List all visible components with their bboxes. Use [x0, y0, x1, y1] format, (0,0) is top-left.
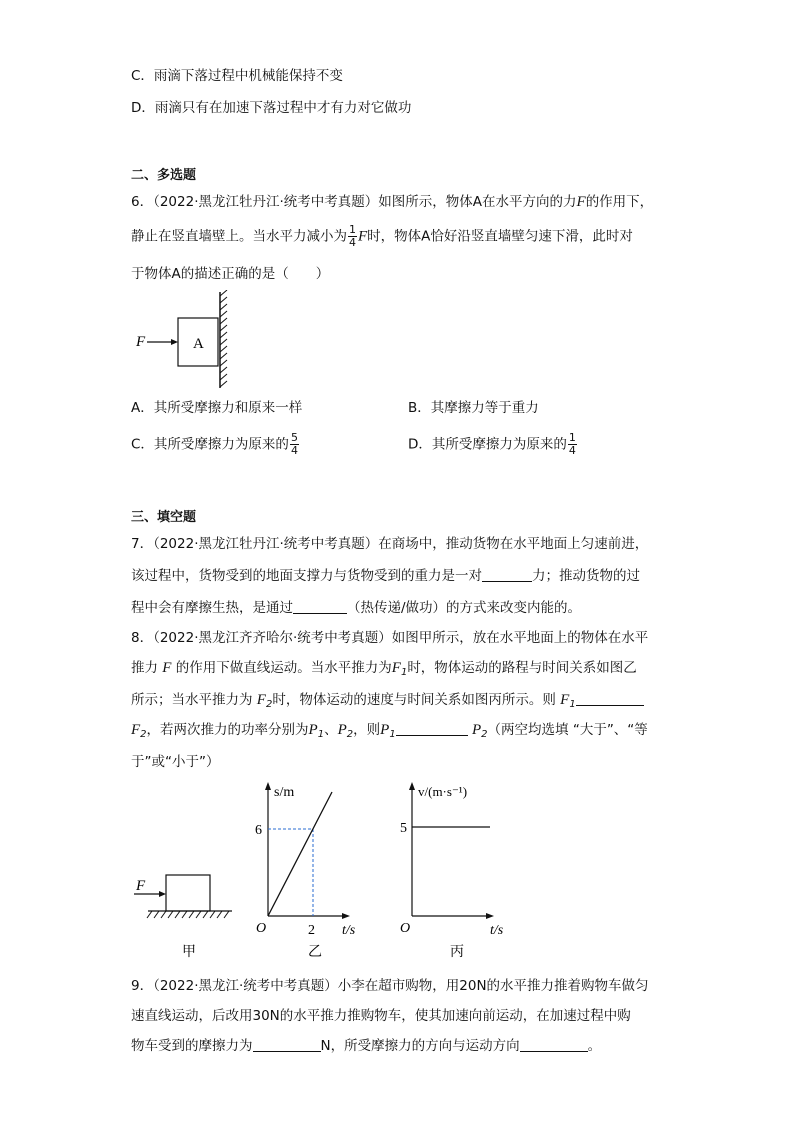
q8-jia-force-label: F [136, 878, 146, 894]
q8-jia-arrowhead [159, 891, 166, 897]
q5-option-c: C．雨滴下落过程中机械能保持不变 [131, 68, 343, 84]
q6-fig-wall-hatching [220, 290, 227, 387]
q8-bing-y-tick: 5 [400, 821, 407, 836]
q6-option-c: C．其所受摩擦力为原来的 $\frac{5}{4}$ [131, 431, 298, 457]
q9-line-1: 9．（2022·黑龙江·统考中考真题）小李在超市购物，用20N的水平推力推着购物车做匀 [131, 978, 649, 994]
q6-line-3: 于物体A的描述正确的是（ ） [131, 266, 330, 282]
q8-fig-bing [400, 782, 504, 960]
q8-blank-2[interactable] [396, 721, 468, 736]
q8-bing-origin: O [400, 921, 411, 936]
q6-figure-block-wall [128, 290, 248, 390]
q6-line-1: 6．（2022·黑龙江牡丹江·统考中考真题）如图所示，物体A在水平方向的力F的作用下， [131, 194, 654, 210]
q7-blank-2[interactable] [293, 599, 347, 614]
q8-yi-graph-line [268, 792, 332, 916]
q9-line-2: 速直线运动，后改用30N的水平推力推购物车，使其加速向前运动，在加速过程中购 [131, 1008, 631, 1024]
q8-yi-y-tick: 6 [255, 823, 262, 838]
q8-bing-y-label: v/(m·s⁻¹) [418, 784, 468, 799]
fraction-five-quarters: $\frac{5}{4}$ [290, 431, 298, 457]
q8-fig-yi [255, 782, 356, 960]
q8-yi-origin: O [256, 921, 267, 936]
q8-yi-y-label: s/m [274, 785, 295, 800]
q7-line-2: 该过程中，货物受到的地面支撑力与货物受到的重力是一对 力；推动货物的过 [131, 568, 640, 584]
q8-blank-1[interactable] [576, 691, 644, 706]
section-title-multiple-choice: 二、多选题 [131, 168, 197, 183]
q9-blank-2[interactable] [520, 1037, 588, 1052]
section-title-fill-in: 三、填空题 [131, 510, 197, 525]
q8-line-2: 推力 F 的作用下做直线运动。当水平推力为$F_1$时，物体运动的路程与时间关系如图乙 [131, 660, 637, 678]
q8-jia-caption: 甲 [182, 945, 196, 960]
q8-yi-x-tick: 2 [308, 923, 315, 938]
q8-figures [128, 780, 518, 965]
q9-blank-1[interactable] [253, 1037, 321, 1052]
q8-yi-caption: 乙 [308, 945, 322, 960]
q6-option-a: A．其所受摩擦力和原来一样 [131, 400, 303, 416]
q6-fig-block-label: A [193, 336, 204, 352]
q7-blank-1[interactable] [482, 567, 532, 582]
q6-fig-force-label: F [136, 334, 146, 350]
fraction-one-quarter: $\frac{1}{4}$ [349, 223, 356, 249]
fraction-one-quarter-d: $\frac{1}{4}$ [568, 431, 576, 457]
q8-yi-x-label: t/s [342, 923, 356, 938]
q7-line-1: 7．（2022·黑龙江牡丹江·统考中考真题）在商场中，推动货物在水平地面上匀速前进， [131, 536, 649, 552]
q8-fig-jia [134, 875, 232, 960]
q8-line-4: $F_2$，若两次推力的功率分别为$P_1$、$P_2$，则$P_1$ $P_2$（两空均选填 “大于”、“等 [131, 722, 648, 740]
q7-line-3: 程中会有摩擦生热，是通过 （热传递/做功）的方式来改变内能的。 [131, 600, 582, 616]
q8-line-1: 8．（2022·黑龙江齐齐哈尔·统考中考真题）如图甲所示，放在水平地面上的物体在水平 [131, 630, 649, 646]
q8-bing-caption: 丙 [450, 945, 464, 960]
q6-fig-arrowhead [171, 339, 178, 345]
q8-line-3: 所示；当水平推力为 $F_2$时，物体运动的速度与时间关系如图丙所示。则 $F_1$ [131, 690, 644, 715]
q8-jia-block [166, 875, 210, 911]
q5-option-d: D．雨滴只有在加速下落过程中才有力对它做功 [131, 100, 412, 116]
q8-bing-x-label: t/s [490, 923, 504, 938]
q9-line-3: 物车受到的摩擦力为 N，所受摩擦力的方向与运动方向 。 [131, 1038, 602, 1054]
q6-line-2: 静止在竖直墙壁上。当水平力减小为 $\frac{1}{4}$ F时，物体A恰好沿竖直墙壁匀速下滑，此时对 [131, 223, 633, 249]
q6-option-b: B．其摩擦力等于重力 [408, 400, 539, 416]
q8-line-5: 于”或“小于”） [131, 754, 220, 770]
q6-option-d: D．其所受摩擦力为原来的 $\frac{1}{4}$ [408, 431, 576, 457]
